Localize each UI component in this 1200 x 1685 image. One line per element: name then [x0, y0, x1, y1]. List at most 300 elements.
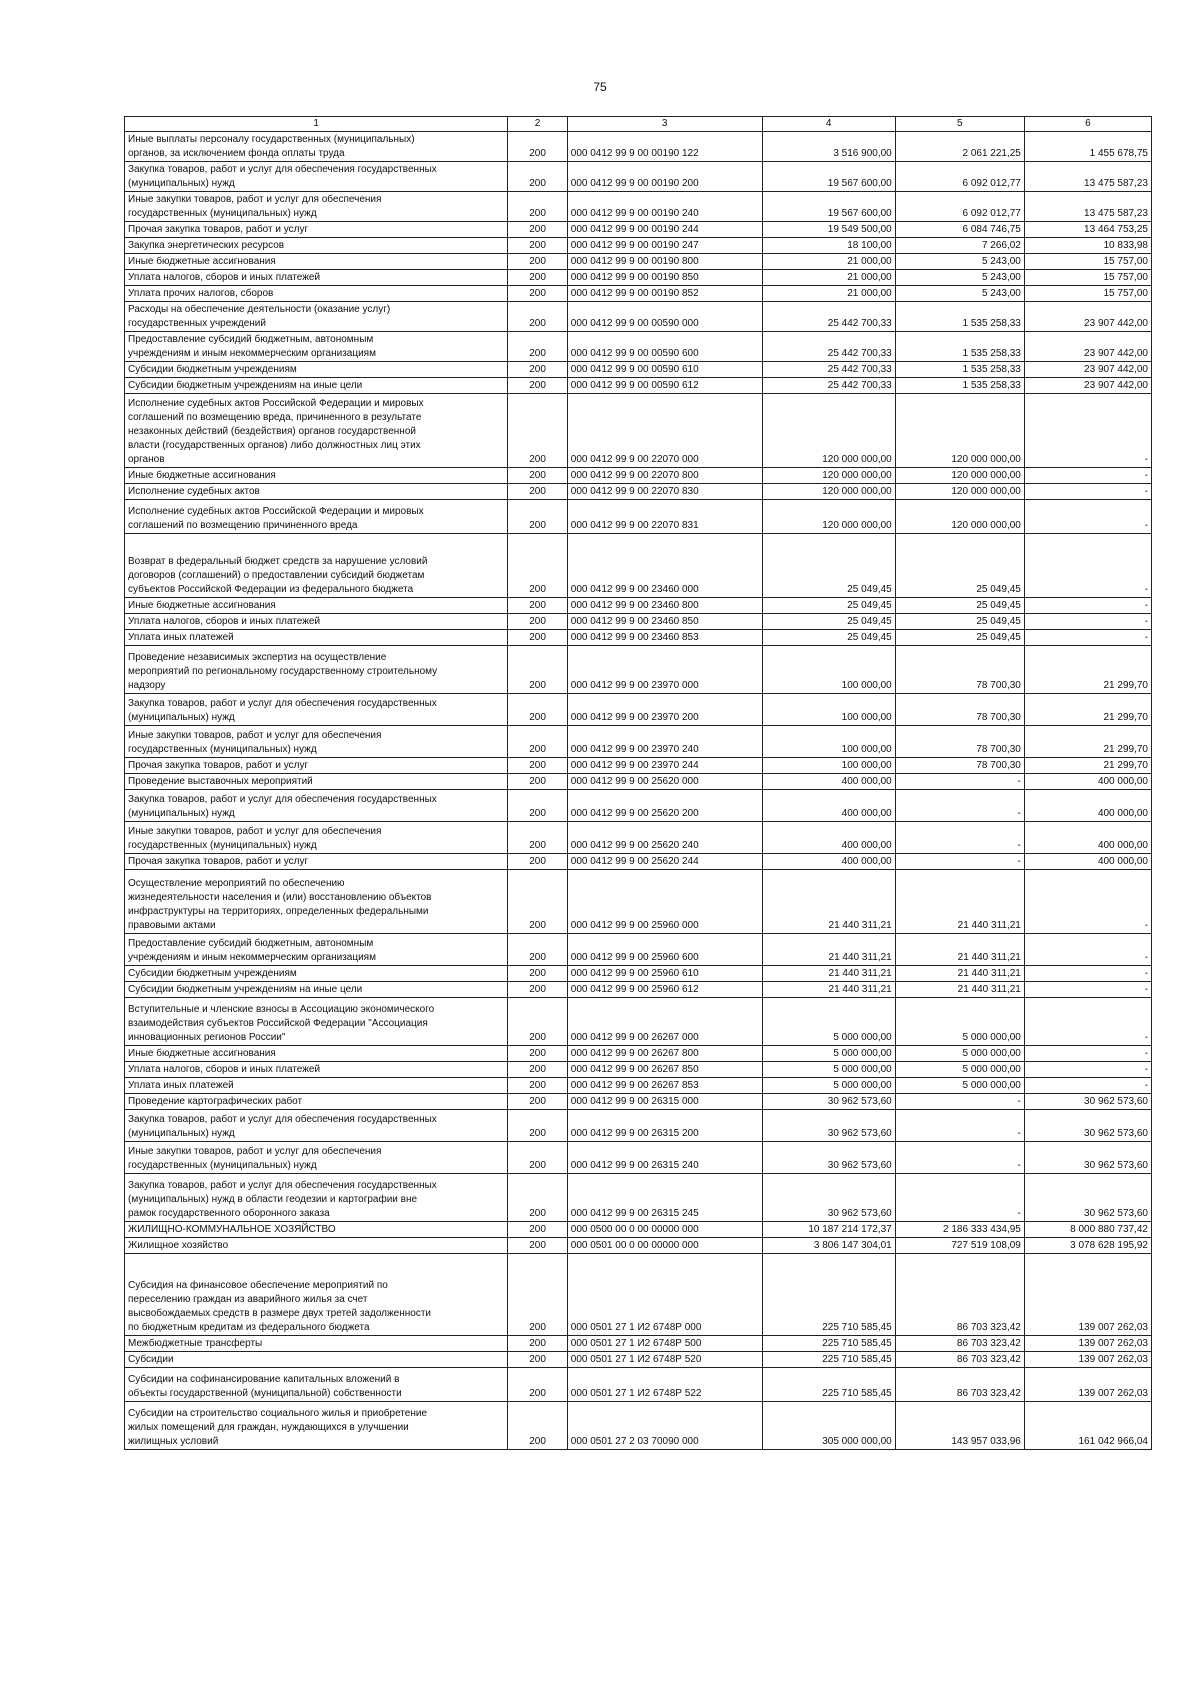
row-col4-value: 30 962 573,60 [762, 1174, 895, 1222]
row-col4-value: 400 000,00 [762, 854, 895, 870]
row-name-text: Субсидии на софинансирование капитальных вложений в объекты государственной (муниципальной) собственности [128, 1374, 402, 1399]
row-col2-cell: 200 [508, 694, 567, 726]
row-col5-value: 6 092 012,77 [895, 162, 1024, 192]
row-col6-value: 15 757,00 [1024, 254, 1151, 270]
table-row [125, 500, 1152, 534]
row-name-text: Предоставление субсидий бюджетным, автономным учреждениям и иным некоммерческим организациям [128, 938, 376, 963]
table-row [125, 162, 1152, 192]
row-code-cell: 000 0500 00 0 00 00000 000 [567, 1222, 762, 1238]
row-code-cell: 000 0501 00 0 00 00000 000 [567, 1238, 762, 1254]
row-col5-value: 120 000 000,00 [895, 484, 1024, 500]
row-name-cell [125, 534, 508, 598]
row-col4-value: 3 806 147 304,01 [762, 1238, 895, 1254]
table-row [125, 774, 1152, 790]
table-row [125, 1046, 1152, 1062]
row-name-cell [125, 1094, 508, 1110]
row-name-text: Иные бюджетные ассигнования [128, 600, 276, 611]
row-col2-cell: 200 [508, 132, 567, 162]
table-row [125, 694, 1152, 726]
row-col5-value: 1 535 258,33 [895, 362, 1024, 378]
row-col5-value: 120 000 000,00 [895, 500, 1024, 534]
table-row [125, 598, 1152, 614]
row-col6-value: 13 475 587,23 [1024, 192, 1151, 222]
row-name-cell [125, 726, 508, 758]
row-col2-cell: 200 [508, 394, 567, 468]
row-name-text: Межбюджетные трансферты [128, 1338, 263, 1349]
row-col5-value: 5 243,00 [895, 286, 1024, 302]
row-code-cell: 000 0412 99 9 00 00190 800 [567, 254, 762, 270]
row-code-cell: 000 0412 99 9 00 25620 200 [567, 790, 762, 822]
table-row [125, 254, 1152, 270]
row-name-cell [125, 758, 508, 774]
row-col2-cell: 200 [508, 790, 567, 822]
row-col2-cell: 200 [508, 222, 567, 238]
table-row [125, 484, 1152, 500]
row-col6-value: - [1024, 630, 1151, 646]
row-name-text: Уплата налогов, сборов и иных платежей [128, 1064, 321, 1075]
row-col2-cell: 200 [508, 1222, 567, 1238]
row-col6-value: - [1024, 1046, 1151, 1062]
row-col5-value: 21 440 311,21 [895, 982, 1024, 998]
row-code-cell: 000 0412 99 9 00 22070 831 [567, 500, 762, 534]
row-col6-value: - [1024, 484, 1151, 500]
row-code-cell: 000 0412 99 9 00 23970 000 [567, 646, 762, 694]
row-name-cell [125, 238, 508, 254]
row-name-cell [125, 286, 508, 302]
row-col5-value: 21 440 311,21 [895, 966, 1024, 982]
row-col5-value: - [895, 774, 1024, 790]
table-row [125, 1336, 1152, 1352]
row-name-text: Прочая закупка товаров, работ и услуг [128, 856, 309, 867]
row-col5-value: 7 266,02 [895, 238, 1024, 254]
row-name-cell [125, 822, 508, 854]
row-col2-cell: 200 [508, 1368, 567, 1402]
row-col4-value: 25 049,45 [762, 598, 895, 614]
column-header-3: 3 [567, 117, 762, 132]
table-row [125, 790, 1152, 822]
row-name-text: Иные закупки товаров, работ и услуг для обеспечения государственных (муниципальных) нужд [128, 730, 382, 755]
row-col5-value: 1 535 258,33 [895, 378, 1024, 394]
table-row [125, 1222, 1152, 1238]
table-row [125, 614, 1152, 630]
row-col2-cell: 200 [508, 614, 567, 630]
row-col6-value: 15 757,00 [1024, 286, 1151, 302]
row-name-cell [125, 1238, 508, 1254]
row-name-text: Проведение картографических работ [128, 1096, 303, 1107]
row-code-cell: 000 0412 99 9 00 25620 240 [567, 822, 762, 854]
row-col5-value: 86 703 323,42 [895, 1352, 1024, 1368]
row-code-cell: 000 0412 99 9 00 00590 610 [567, 362, 762, 378]
row-col4-value: 3 516 900,00 [762, 132, 895, 162]
row-code-cell: 000 0412 99 9 00 25960 612 [567, 982, 762, 998]
row-col5-value: 1 535 258,33 [895, 332, 1024, 362]
row-col6-value: 30 962 573,60 [1024, 1142, 1151, 1174]
row-name-cell [125, 1254, 508, 1336]
row-col4-value: 225 710 585,45 [762, 1368, 895, 1402]
row-name-cell [125, 1222, 508, 1238]
table-row [125, 854, 1152, 870]
row-name-text: Субсидии бюджетным учреждениям на иные цели [128, 984, 363, 995]
row-name-cell [125, 162, 508, 192]
row-name-cell [125, 362, 508, 378]
row-name-cell [125, 1046, 508, 1062]
row-col5-value: 727 519 108,09 [895, 1238, 1024, 1254]
row-col5-value: 5 243,00 [895, 270, 1024, 286]
row-code-cell: 000 0412 99 9 00 25960 610 [567, 966, 762, 982]
table-body [125, 132, 1152, 1450]
row-code-cell: 000 0412 99 9 00 26267 853 [567, 1078, 762, 1094]
row-col6-value: 23 907 442,00 [1024, 362, 1151, 378]
row-col4-value: 19 567 600,00 [762, 192, 895, 222]
row-col4-value: 120 000 000,00 [762, 394, 895, 468]
row-code-cell: 000 0412 99 9 00 23460 853 [567, 630, 762, 646]
row-code-cell: 000 0412 99 9 00 22070 800 [567, 468, 762, 484]
row-code-cell: 000 0412 99 9 00 26315 245 [567, 1174, 762, 1222]
row-name-text: Иные закупки товаров, работ и услуг для обеспечения государственных (муниципальных) нужд [128, 194, 382, 219]
row-col4-value: 25 442 700,33 [762, 332, 895, 362]
table-row [125, 332, 1152, 362]
row-name-text: Проведение выставочных мероприятий [128, 776, 313, 787]
row-col6-value: - [1024, 614, 1151, 630]
row-col2-cell: 200 [508, 1352, 567, 1368]
row-col2-cell: 200 [508, 630, 567, 646]
row-name-cell [125, 484, 508, 500]
row-name-cell [125, 132, 508, 162]
row-col6-value: 23 907 442,00 [1024, 332, 1151, 362]
row-code-cell: 000 0412 99 9 00 26267 800 [567, 1046, 762, 1062]
row-col4-value: 120 000 000,00 [762, 500, 895, 534]
row-col6-value: 23 907 442,00 [1024, 302, 1151, 332]
row-col4-value: 21 440 311,21 [762, 870, 895, 934]
row-col6-value: - [1024, 870, 1151, 934]
row-col6-value: 10 833,98 [1024, 238, 1151, 254]
row-code-cell: 000 0501 27 1 И2 6748Р 520 [567, 1352, 762, 1368]
table-row [125, 822, 1152, 854]
row-col4-value: 25 049,45 [762, 614, 895, 630]
row-col6-value: 400 000,00 [1024, 854, 1151, 870]
row-col4-value: 25 442 700,33 [762, 378, 895, 394]
row-name-cell [125, 332, 508, 362]
row-name-text: Субсидии на строительство социального жилья и приобретение жилых помещений для граждан, нуждающихся в улучшении жилищных условий [128, 1408, 427, 1447]
row-col2-cell: 200 [508, 822, 567, 854]
table-row [125, 468, 1152, 484]
row-col2-cell: 200 [508, 162, 567, 192]
row-name-cell [125, 614, 508, 630]
row-col5-value: 78 700,30 [895, 646, 1024, 694]
row-col2-cell: 200 [508, 500, 567, 534]
row-col2-cell: 200 [508, 1336, 567, 1352]
row-code-cell: 000 0412 99 9 00 00190 240 [567, 192, 762, 222]
row-col6-value: - [1024, 468, 1151, 484]
row-col4-value: 100 000,00 [762, 758, 895, 774]
row-col6-value: - [1024, 982, 1151, 998]
table-row [125, 966, 1152, 982]
row-name-cell [125, 394, 508, 468]
row-col6-value: - [1024, 1062, 1151, 1078]
row-code-cell: 000 0412 99 9 00 25620 244 [567, 854, 762, 870]
row-code-cell: 000 0412 99 9 00 25960 000 [567, 870, 762, 934]
row-col6-value: 21 299,70 [1024, 646, 1151, 694]
row-name-cell [125, 1174, 508, 1222]
row-name-cell [125, 378, 508, 394]
row-col6-value: 1 455 678,75 [1024, 132, 1151, 162]
row-col2-cell: 200 [508, 646, 567, 694]
row-col5-value: 21 440 311,21 [895, 870, 1024, 934]
row-col6-value: 400 000,00 [1024, 790, 1151, 822]
row-col6-value: 30 962 573,60 [1024, 1110, 1151, 1142]
row-name-text: Предоставление субсидий бюджетным, автономным учреждениям и иным некоммерческим организациям [128, 334, 376, 359]
budget-table [124, 116, 1152, 1450]
row-name-cell [125, 254, 508, 270]
row-col4-value: 400 000,00 [762, 822, 895, 854]
row-code-cell: 000 0412 99 9 00 00190 244 [567, 222, 762, 238]
row-col6-value: - [1024, 394, 1151, 468]
row-col6-value: 139 007 262,03 [1024, 1352, 1151, 1368]
row-name-cell [125, 1352, 508, 1368]
row-col5-value: 2 061 221,25 [895, 132, 1024, 162]
row-name-text: Исполнение судебных актов Российской Федерации и мировых соглашений по возмещению причиненного вреда [128, 506, 424, 531]
row-col2-cell: 200 [508, 286, 567, 302]
row-name-cell [125, 302, 508, 332]
row-col2-cell: 200 [508, 238, 567, 254]
row-name-cell [125, 1142, 508, 1174]
row-col4-value: 100 000,00 [762, 726, 895, 758]
row-name-text: Субсидии [128, 1354, 174, 1365]
row-code-cell: 000 0412 99 9 00 00190 122 [567, 132, 762, 162]
column-header-4: 4 [762, 117, 895, 132]
row-col6-value: 23 907 442,00 [1024, 378, 1151, 394]
row-col2-cell: 200 [508, 726, 567, 758]
row-code-cell: 000 0412 99 9 00 00190 850 [567, 270, 762, 286]
row-name-text: Иные закупки товаров, работ и услуг для обеспечения государственных (муниципальных) нужд [128, 826, 382, 851]
row-name-cell [125, 982, 508, 998]
row-col5-value: 25 049,45 [895, 598, 1024, 614]
row-col4-value: 19 567 600,00 [762, 162, 895, 192]
row-name-text: ЖИЛИЩНО-КОММУНАЛЬНОЕ ХОЗЯЙСТВО [128, 1224, 336, 1235]
row-name-cell [125, 270, 508, 286]
row-col6-value: 30 962 573,60 [1024, 1174, 1151, 1222]
table-row [125, 238, 1152, 254]
row-col6-value: - [1024, 998, 1151, 1046]
row-name-cell [125, 500, 508, 534]
row-name-text: Уплата иных платежей [128, 1080, 234, 1091]
page-number: 75 [593, 80, 607, 94]
row-col2-cell: 200 [508, 1254, 567, 1336]
row-name-text: Иные бюджетные ассигнования [128, 256, 276, 267]
row-col4-value: 225 710 585,45 [762, 1254, 895, 1336]
row-name-text: Вступительные и членские взносы в Ассоциацию экономического взаимодействия субъектов Российской Федерации "Ассоциация инновационных регионов России" [128, 1004, 435, 1043]
row-name-cell [125, 222, 508, 238]
row-col6-value: 21 299,70 [1024, 758, 1151, 774]
table-row [125, 1174, 1152, 1222]
row-col5-value: 6 084 746,75 [895, 222, 1024, 238]
row-code-cell: 000 0412 99 9 00 25620 000 [567, 774, 762, 790]
row-col4-value: 5 000 000,00 [762, 1062, 895, 1078]
row-col2-cell: 200 [508, 362, 567, 378]
row-name-cell [125, 1062, 508, 1078]
row-col5-value: 5 000 000,00 [895, 1062, 1024, 1078]
row-col2-cell: 200 [508, 998, 567, 1046]
table-row [125, 1110, 1152, 1142]
row-name-cell [125, 468, 508, 484]
row-col4-value: 225 710 585,45 [762, 1352, 895, 1368]
column-header-6: 6 [1024, 117, 1151, 132]
row-name-cell [125, 934, 508, 966]
row-col4-value: 18 100,00 [762, 238, 895, 254]
row-col6-value: 21 299,70 [1024, 726, 1151, 758]
row-col6-value: 21 299,70 [1024, 694, 1151, 726]
row-col4-value: 305 000 000,00 [762, 1402, 895, 1450]
row-code-cell: 000 0412 99 9 00 22070 000 [567, 394, 762, 468]
row-code-cell: 000 0412 99 9 00 23970 244 [567, 758, 762, 774]
table-row [125, 1062, 1152, 1078]
table-row [125, 302, 1152, 332]
row-col6-value: 400 000,00 [1024, 822, 1151, 854]
row-col6-value: 13 464 753,25 [1024, 222, 1151, 238]
row-col2-cell: 200 [508, 1174, 567, 1222]
row-col4-value: 5 000 000,00 [762, 1078, 895, 1094]
row-name-text: Проведение независимых экспертиз на осуществление мероприятий по региональному государственному строительному надзору [128, 652, 438, 691]
row-name-text: Субсидии бюджетным учреждениям на иные цели [128, 380, 363, 391]
row-col5-value: 2 186 333 434,95 [895, 1222, 1024, 1238]
table-row [125, 534, 1152, 598]
row-col2-cell: 200 [508, 1110, 567, 1142]
row-col2-cell: 200 [508, 484, 567, 500]
row-name-text: Прочая закупка товаров, работ и услуг [128, 760, 309, 771]
row-col2-cell: 200 [508, 982, 567, 998]
row-code-cell: 000 0412 99 9 00 26267 000 [567, 998, 762, 1046]
row-col2-cell: 200 [508, 1142, 567, 1174]
row-col2-cell: 200 [508, 598, 567, 614]
table-row [125, 1238, 1152, 1254]
table-row [125, 1352, 1152, 1368]
row-col2-cell: 200 [508, 254, 567, 270]
table-row [125, 646, 1152, 694]
row-col2-cell: 200 [508, 270, 567, 286]
table-row [125, 1078, 1152, 1094]
row-col5-value: 78 700,30 [895, 726, 1024, 758]
row-name-text: Жилищное хозяйство [128, 1240, 229, 1251]
table-row [125, 726, 1152, 758]
row-col4-value: 400 000,00 [762, 774, 895, 790]
row-col4-value: 10 187 214 172,37 [762, 1222, 895, 1238]
row-code-cell: 000 0412 99 9 00 26315 200 [567, 1110, 762, 1142]
row-col5-value: 86 703 323,42 [895, 1368, 1024, 1402]
row-name-cell [125, 1368, 508, 1402]
row-name-text: Уплата налогов, сборов и иных платежей [128, 272, 321, 283]
row-code-cell: 000 0412 99 9 00 23970 240 [567, 726, 762, 758]
row-col5-value: 25 049,45 [895, 614, 1024, 630]
row-col6-value: 3 078 628 195,92 [1024, 1238, 1151, 1254]
row-col5-value: 120 000 000,00 [895, 394, 1024, 468]
row-col4-value: 21 440 311,21 [762, 966, 895, 982]
row-name-text: Субсидии бюджетным учреждениям [128, 364, 297, 375]
row-name-text: Уплата прочих налогов, сборов [128, 288, 274, 299]
row-code-cell: 000 0412 99 9 00 22070 830 [567, 484, 762, 500]
row-name-cell [125, 1336, 508, 1352]
row-name-cell [125, 1078, 508, 1094]
row-col5-value: 25 049,45 [895, 630, 1024, 646]
row-name-text: Осуществление мероприятий по обеспечению жизнедеятельности населения и (или) восстановлению объектов инфраструктуры на территориях, определенных федеральными правовыми актами [128, 878, 432, 931]
row-col4-value: 225 710 585,45 [762, 1336, 895, 1352]
row-code-cell: 000 0412 99 9 00 23460 000 [567, 534, 762, 598]
row-code-cell: 000 0412 99 9 00 25960 600 [567, 934, 762, 966]
row-code-cell: 000 0501 27 1 И2 6748Р 000 [567, 1254, 762, 1336]
row-name-cell [125, 790, 508, 822]
row-col6-value: - [1024, 534, 1151, 598]
row-name-cell [125, 1110, 508, 1142]
row-col2-cell: 200 [508, 774, 567, 790]
column-header-1: 1 [125, 117, 508, 132]
row-col2-cell: 200 [508, 1238, 567, 1254]
row-col4-value: 25 442 700,33 [762, 302, 895, 332]
row-col2-cell: 200 [508, 1078, 567, 1094]
row-name-text: Исполнение судебных актов Российской Федерации и мировых соглашений по возмещению вреда, причиненного в результате незаконных действий (бездействия) органов государственной власти (государственных органов) либо должностных лиц этих органов [128, 398, 424, 465]
row-col2-cell: 200 [508, 1094, 567, 1110]
table-row [125, 1094, 1152, 1110]
row-col4-value: 5 000 000,00 [762, 998, 895, 1046]
row-name-text: Возврат в федеральный бюджет средств за нарушение условий договоров (соглашений) о предоставлении субсидий бюджетам субъектов Российской Федерации из федерального бюджета [128, 556, 428, 595]
row-col5-value: 25 049,45 [895, 534, 1024, 598]
row-name-text: Уплата налогов, сборов и иных платежей [128, 616, 321, 627]
row-name-cell [125, 854, 508, 870]
row-col4-value: 25 049,45 [762, 630, 895, 646]
row-col5-value: 1 535 258,33 [895, 302, 1024, 332]
row-col4-value: 5 000 000,00 [762, 1046, 895, 1062]
row-col4-value: 21 440 311,21 [762, 934, 895, 966]
table-row [125, 630, 1152, 646]
table-header-row [125, 117, 1152, 132]
row-col6-value: 139 007 262,03 [1024, 1254, 1151, 1336]
table-row [125, 758, 1152, 774]
table-row [125, 132, 1152, 162]
row-name-text: Субсидия на финансовое обеспечение мероприятий по переселению граждан из аварийного жилья за счет высвобождаемых средств в размере двух третей задолженности по бюджетным кредитам из федерального бюджета [128, 1280, 432, 1333]
row-col5-value: 5 243,00 [895, 254, 1024, 270]
row-name-text: Закупка товаров, работ и услуг для обеспечения государственных (муниципальных) нужд [128, 794, 437, 819]
row-code-cell: 000 0412 99 9 00 23460 800 [567, 598, 762, 614]
row-code-cell: 000 0412 99 9 00 00590 600 [567, 332, 762, 362]
row-col4-value: 400 000,00 [762, 790, 895, 822]
row-col6-value: 15 757,00 [1024, 270, 1151, 286]
row-name-cell [125, 694, 508, 726]
row-col4-value: 19 549 500,00 [762, 222, 895, 238]
row-col6-value: 8 000 880 737,42 [1024, 1222, 1151, 1238]
row-name-cell [125, 598, 508, 614]
row-col5-value: - [895, 1174, 1024, 1222]
row-col5-value: 86 703 323,42 [895, 1336, 1024, 1352]
row-col6-value: 139 007 262,03 [1024, 1368, 1151, 1402]
row-col5-value: 21 440 311,21 [895, 934, 1024, 966]
row-col2-cell: 200 [508, 332, 567, 362]
row-col6-value: 161 042 966,04 [1024, 1402, 1151, 1450]
row-name-cell [125, 192, 508, 222]
row-code-cell: 000 0412 99 9 00 26315 000 [567, 1094, 762, 1110]
row-col5-value: 5 000 000,00 [895, 998, 1024, 1046]
row-code-cell: 000 0412 99 9 00 23460 850 [567, 614, 762, 630]
row-col4-value: 100 000,00 [762, 646, 895, 694]
row-code-cell: 000 0501 27 2 03 70090 000 [567, 1402, 762, 1450]
column-header-5: 5 [895, 117, 1024, 132]
row-col2-cell: 200 [508, 302, 567, 332]
row-name-text: Расходы на обеспечение деятельности (оказание услуг) государственных учреждений [128, 304, 391, 329]
row-name-text: Закупка товаров, работ и услуг для обеспечения государственных (муниципальных) нужд в области геодезии и картографии вне рамок государственного оборонного заказа [128, 1180, 437, 1219]
row-col4-value: 120 000 000,00 [762, 484, 895, 500]
row-col6-value: 400 000,00 [1024, 774, 1151, 790]
row-col5-value: 78 700,30 [895, 694, 1024, 726]
row-col4-value: 21 000,00 [762, 254, 895, 270]
table-row [125, 286, 1152, 302]
row-name-cell [125, 998, 508, 1046]
